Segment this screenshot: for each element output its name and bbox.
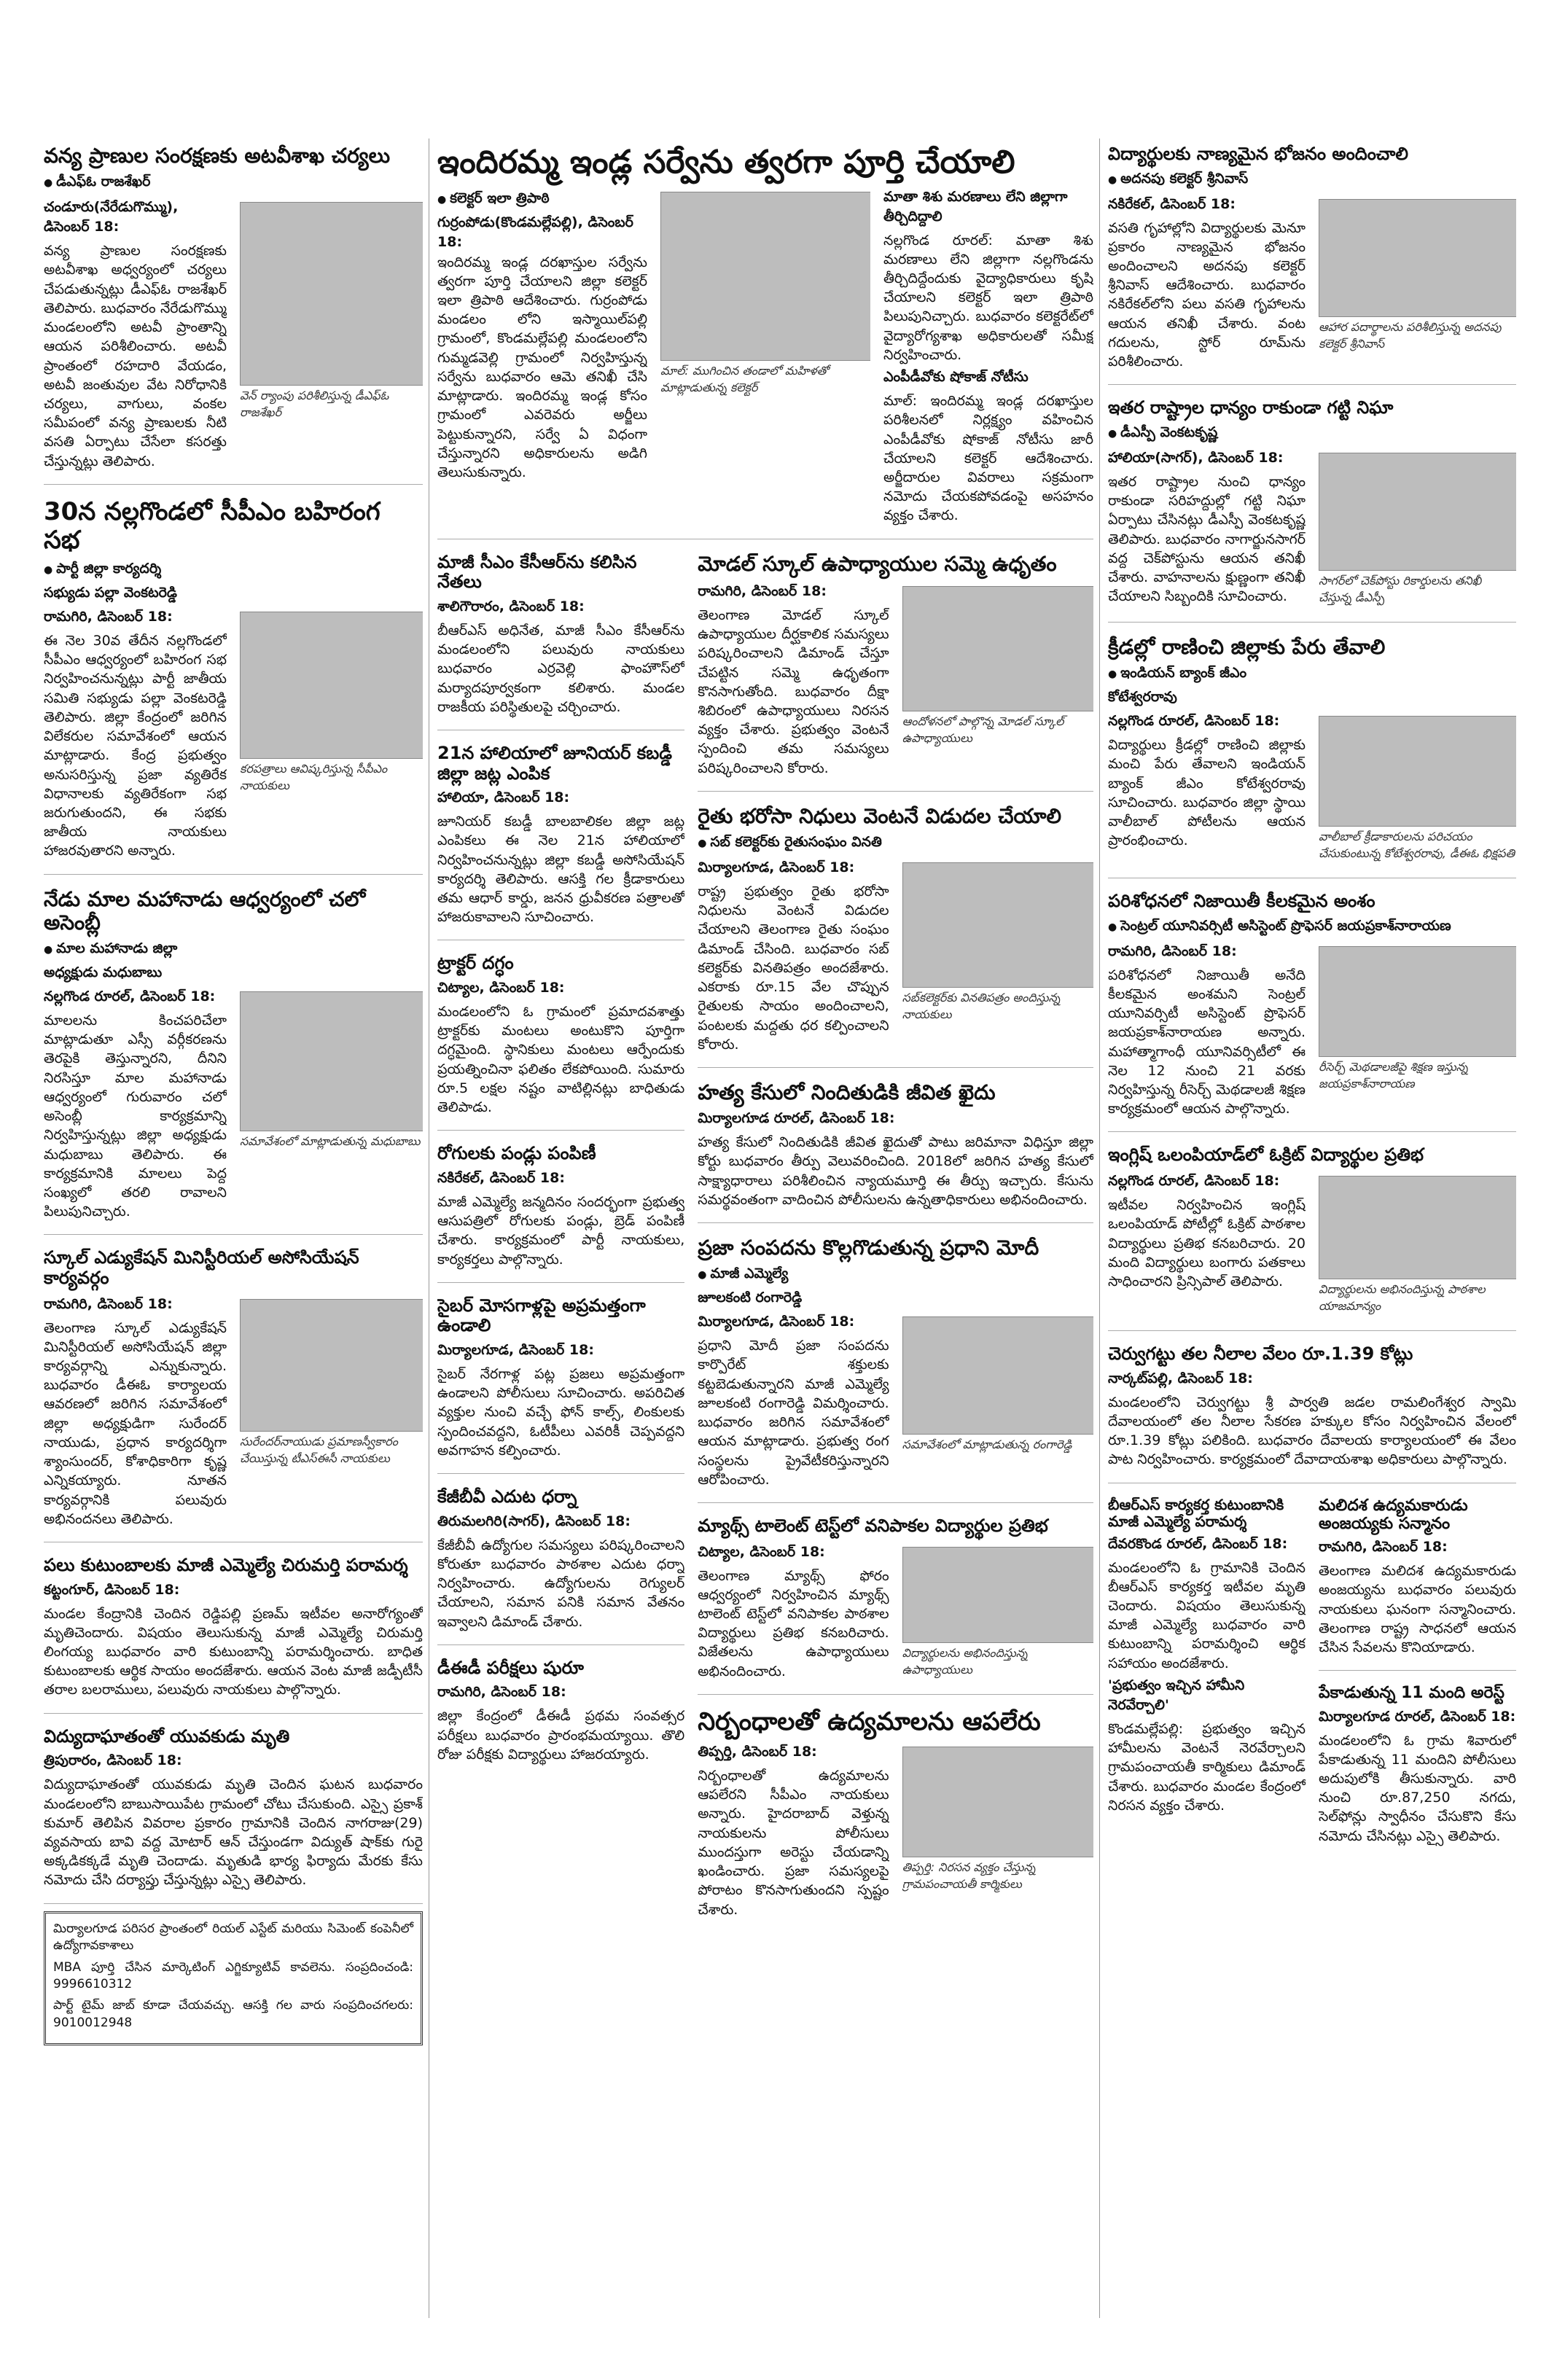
left-column xyxy=(44,138,423,2318)
headline: నేడు మాల మహానాడు ఆధ్వర్యంలో చలో అసెంబ్లీ xyxy=(44,886,366,935)
lead-headline: ఇందిరమ్మ ఇండ్ల సర్వేను త్వరగా పూర్తి చేయాలి xyxy=(437,144,1015,181)
story-body: హత్య కేసులో నిందితుడికి జీవిత ఖైదుతో పాటు జరిమానా విధిస్తూ జిల్లా కోర్టు బుధవారం తీర్పు వెలువరించింది. 2018లో జరిగిన హత్య కేసులో సాక్ష్యాధారాలు పరిశీలించిన న్యాయమూర్తి ఈ తీర్పు ఇచ్చారు. కేసును సమర్థవంతంగా వాదించిన పోలీసులను ఉన్నతాధికారులు అభినందించారు. xyxy=(698,1134,1093,1208)
tractor-story xyxy=(437,948,684,1131)
headline: ట్రాక్టర్ దగ్ధం xyxy=(437,953,514,974)
story-photo xyxy=(1319,946,1516,1057)
dateline: శాలిగౌరారం, డిసెంబర్ 18: xyxy=(437,598,585,614)
story-body: తెలంగాణ మోడల్ స్కూల్ ఉపాధ్యాయుల దీర్ఘకాలిక సమస్యలు పరిష్కరించాలని డిమాండ్ చేస్తూ చేపట్టిన సమ్మె ఉధృతంగా కొనసాగుతోంది. బుధవారం దీక్షా శిబిరంలో ఉపాధ్యాయులు నిరసన వ్యక్తం చేశారు. ప్రభుత్వం వెంటనే స్పందించి తమ సమస్యలు పరిష్కరించాలని కోరారు. xyxy=(698,606,889,776)
byline: ● ఇండియన్ బ్యాంక్ జీఎం xyxy=(1108,665,1516,684)
story-photo xyxy=(1319,1176,1516,1279)
dateline: గుర్రంపోడు(కొండమల్లేపల్లి), డిసెంబర్ 18: xyxy=(437,214,633,250)
headline: స్కూల్ ఎడ్యుకేషన్ మినిస్టీరియల్ అసోసియేషన్ కార్యవర్గం xyxy=(44,1247,359,1288)
sub-byline: కోటేశ్వరరావు xyxy=(1108,689,1177,706)
headline: చెర్వుగట్టు తల నీలాల వేలం రూ.1.39 కోట్లు xyxy=(1108,1343,1413,1365)
byline: ● సబ్ కలెక్టర్‌కు రైతుసంఘం వినతి xyxy=(698,834,1093,854)
byline: ● అదనపు కలెక్టర్ శ్రీనివాస్ xyxy=(1108,171,1516,190)
story-body: ఈ నెల 30వ తేదీన నల్లగొండలో సీపీఎం ఆధ్వర్యంలో బహిరంగ సభ నిర్వహించనున్నట్లు పార్టీ జాతీయ సమితి సభ్యుడు పల్లా వెంకటరెడ్డి తెలిపారు. జిల్లా కేంద్రంలో జరిగిన విలేకరుల సమావేశంలో ఆయన మాట్లాడారు. కేంద్ర ప్రభుత్వం అనుసరిస్తున్న ప్రజా వ్యతిరేక విధానాలకు వ్యతిరేకంగా సభ జరుగుతుందని, ఈ సభకు జాతీయ నాయకులు హాజరవుతారని అన్నారు. xyxy=(44,633,227,859)
headline: రోగులకు పండ్లు పంపిణీ xyxy=(437,1143,596,1164)
movements-story xyxy=(698,1702,1093,1932)
story-body: తెలంగాణ మ్యాథ్స్ ఫోరం ఆధ్వర్యంలో నిర్వహించిన మ్యాథ్స్ టాలెంట్ టెస్ట్‌లో వనిపాకల పాఠశాల విద్యార్థులు ప్రతిభ కనబరిచారు. విజేతలను ఉపాధ్యాయులు అభినందించారు. xyxy=(698,1567,889,1679)
story-body: ఇతర రాష్ట్రాల నుంచి ధాన్యం రాకుండా సరిహద్దుల్లో గట్టి నిఘా ఏర్పాటు చేసినట్లు డీఎస్పీ వెంకటకృష్ణ తెలిపారు. బుధవారం నాగార్జునసాగర్ వద్ద చెక్‌పోస్టును ఆయన తనిఖీ చేశారు. వాహనాలను క్షుణ్ణంగా తనిఖీ చేయాలని సిబ్బందికి సూచించారు. xyxy=(1108,473,1306,605)
gambling-arrest-story xyxy=(1319,1678,1516,1859)
sub-byline: సభ్యుడు పల్లా వెంకటరెడ్డి xyxy=(44,585,177,601)
story-body: పరిశోధనలో నిజాయితీ అనేది కీలకమైన అంశమని సెంట్రల్ యూనివర్సిటీ అసిస్టెంట్ ప్రొఫెసర్ జయప్రకాశ్‌నారాయణ అన్నారు. మహాత్మాగాంధీ యూనివర్సిటీలో ఈ నెల 12 నుంచి 21 వరకు నిర్వహిస్తున్న రీసెర్చ్ మెథడాలజీ శిక్షణ కార్యక్రమంలో ఆయన పాల్గొన్నారు. xyxy=(1108,967,1306,1117)
model-school-story xyxy=(698,547,1093,792)
story-photo xyxy=(240,1299,423,1432)
dateline: చిట్యాల, డిసెంబర్ 18: xyxy=(437,980,565,996)
sidebar-body: నల్లగొండ రూరల్: మాతా శిశు మరణాలు లేని జిల్లాగా నల్లగొండను తీర్చిదిద్దేందుకు వైద్యాధికారులు కృషి చేయాలని కలెక్టర్ ఇలా త్రిపాఠి పిలుపునిచ్చారు. బుధవారం కలెక్టరేట్‌లో వైద్యారోగ్యశాఖ అధికారులతో సమీక్ష నిర్వహించారు. xyxy=(883,232,1093,363)
research-story xyxy=(1108,886,1516,1132)
brs-worker-story xyxy=(1108,1491,1306,1828)
murder-verdict-story xyxy=(698,1075,1093,1223)
kgbv-story xyxy=(437,1481,684,1645)
story-body: మండల కేంద్రానికి చెందిన రెడ్డిపల్లి ప్రణమ్ ఇటీవల అనారోగ్యంతో మృతిచెందారు. విషయం తెలుసుకున్న మాజీ ఎమ్మెల్యే చిరుమర్తి లింగయ్య బుధవారం వారి కుటుంబాన్ని పరామర్శించారు. బాధిత కుటుంబాలకు ఆర్థిక సాయం అందజేశారు. ఆయన వెంట మాజీ జడ్పీటీసీ తరాల బలరాములు, పలువురు నాయకులు పాల్గొన్నారు. xyxy=(44,1605,423,1698)
headline: పలు కుటుంబాలకు మాజీ ఎమ్మెల్యే చిరుమర్తి పరామర్శ xyxy=(44,1555,408,1575)
dateline: హాలియా(సాగర్), డిసెంబర్ 18: xyxy=(1108,449,1284,466)
dateline: కట్టంగూర్, డిసెంబర్ 18: xyxy=(44,1581,180,1598)
sub-title: 'ప్రభుత్వం ఇచ్చిన హామీని నెరవేర్చాలి' xyxy=(1108,1677,1245,1713)
sub-byline: అధ్యక్షుడు మధుబాబు xyxy=(44,964,163,980)
story-body: వసతి గృహాల్లోని విద్యార్థులకు మెనూ ప్రకారం నాణ్యమైన భోజనం అందించాలని అదనపు కలెక్టర్ శ్రీనివాస్ ఆదేశించారు. బుధవారం నకిరేకల్‌లోని పలు వసతి గృహాలను ఆయన తనిఖీ చేశారు. వంట గదులను, స్టోర్ రూమ్‌ను పరిశీలించారు. xyxy=(1108,219,1306,370)
lead-story xyxy=(437,138,1093,539)
kabaddi-story xyxy=(437,738,684,941)
byline: ● మాజీ ఎమ్మెల్యే xyxy=(698,1265,1093,1285)
cpm-meeting-story xyxy=(44,492,423,875)
dateline: నల్లగొండ రూరల్, డిసెంబర్ 18: xyxy=(1108,713,1280,730)
story-body: మండలంలోని ఓ గ్రామ శివారులో పేకాడుతున్న 11 మందిని పోలీసులు అదుపులోకి తీసుకున్నారు. వారి నుంచి రూ.87,250 నగదు, సెల్‌ఫోన్లు స్వాధీనం చేసుకొని కేసు నమోదు చేసినట్లు ఎస్సై తెలిపారు. xyxy=(1319,1732,1516,1844)
photo-caption: ఆందోళనలో పాల్గొన్న మోడల్ స్కూల్ ఉపాధ్యాయులు xyxy=(902,714,1064,745)
headline: పరిశోధనలో నిజాయితీ కీలకమైన అంశం xyxy=(1108,891,1375,912)
story-body: మండలంలోని చెర్వుగట్టు శ్రీ పార్వతి జడల రామలింగేశ్వర స్వామి దేవాలయంలో తల నీలాల సేకరణ హక్కుల కోసం నిర్వహించిన వేలంలో రూ.1.39 కోట్లు పలికింది. బుధవారం దేవాలయ కార్యాలయంలో ఈ వేలం పాట నిర్వహించారు. కార్యక్రమంలో దేవాదాయశాఖ అధికారులు పాల్గొన్నారు. xyxy=(1108,1394,1516,1468)
story-body: ఇందిరమ్మ ఇండ్ల దరఖాస్తుల సర్వేను త్వరగా పూర్తి చేయాలని జిల్లా కలెక్టర్ ఇలా త్రిపాఠి ఆదేశించారు. గుర్రంపోడు మండలం లోని ఇస్మాయిల్‌పల్లి గ్రామంలో, కొండమల్లేపల్లి మండలంలోని గుమ్మడవెల్లి గ్రామంలో నిర్వహిస్తున్న సర్వేను బుధవారం ఆమె తనిఖీ చేసి మాట్లాడారు. ఇందిరమ్మ ఇండ్ల కోసం గ్రామంలో ఎవరెవరు అర్జీలు పెట్టుకున్నారని, సర్వే ఏ విధంగా చేస్తున్నారని అధికారులను అడిగి తెలుసుకున్నారు. xyxy=(437,254,647,480)
story-photo xyxy=(240,202,423,386)
electrocution-story xyxy=(44,1721,423,1904)
photo-caption: వెన్ ర్యాంపు పరిశీలిస్తున్న డీఎఫ్‌ఓ రాజశేఖర్ xyxy=(240,389,389,420)
photo-caption: కరపత్రాలు ఆవిష్కరిస్తున్న సీపీఎం నాయకులు xyxy=(240,762,388,792)
sidebar-title: మాతా శిశు మరణాలు లేని జిల్లాగా తీర్చిదిద్దాలి xyxy=(883,188,1068,225)
dateline: దేవరకొండ రూరల్, డిసెంబర్ 18: xyxy=(1108,1535,1288,1552)
byline: ● మాల మహానాడు జిల్లా xyxy=(44,940,423,960)
dateline: హాలియా, డిసెంబర్ 18: xyxy=(437,789,570,806)
dateline: చండూరు(నేరేడుగొమ్ము), డిసెంబర్ 18: xyxy=(44,199,179,235)
headline: డీఈడీ పరీక్షలు షురూ xyxy=(437,1657,584,1678)
dateline: త్రిపురారం, డిసెంబర్ 18: xyxy=(44,1752,182,1769)
photo-caption: సురేందర్‌నాయుడు ప్రమాణస్వీకారం చేయిస్తున్న టీఎస్ఈసీ నాయకులు xyxy=(240,1434,398,1465)
ad-line: MBA పూర్తి చేసిన మార్కెటింగ్ ఎగ్జిక్యూటివ్ కావలెను. సంప్రదించండి: 9996610312 xyxy=(53,1959,413,1991)
headline: ఇంగ్లిష్ ఒలంపియాడ్‌లో ఓక్రిట్ విద్యార్థుల ప్రతిభ xyxy=(1108,1144,1424,1166)
story-body: నిర్బంధాలతో ఉద్యమాలను ఆపలేరని సీపీఎం నాయకులు అన్నారు. హైదరాబాద్ వెళ్తున్న నాయకులను పోలీసులు ముందస్తుగా అరెస్టు చేయడాన్ని ఖండించారు. ప్రజా సమస్యలపై పోరాటం కొనసాగుతుందని స్పష్టం చేశారు. xyxy=(698,1767,889,1918)
notice-body: మాల్: ఇందిరమ్మ ఇండ్ల దరఖాస్తుల పరిశీలనలో నిర్లక్ష్యం వహించిన ఎంపీడీవోకు షోకాజ్ నోటీసు జారీ చేయాలని కలెక్టర్ ఆదేశించారు. అర్జీదారుల వివరాలు సక్రమంగా నమోదు చేయకపోవడంపై అసహనం వ్యక్తం చేశారు. xyxy=(883,393,1093,524)
story-photo xyxy=(902,586,1093,711)
story-body: మాజీ ఎమ్మెల్యే జన్మదినం సందర్భంగా ప్రభుత్వ ఆసుపత్రిలో రోగులకు పండ్లు, బ్రెడ్ పంపిణీ చేశారు. కార్యక్రమంలో పార్టీ నాయకులు, కార్యకర్తలు పాల్గొన్నారు. xyxy=(437,1193,685,1268)
story-body: జిల్లా కేంద్రంలో డీఈడీ ప్రథమ సంవత్సర పరీక్షలు బుధవారం ప్రారంభమయ్యాయి. తొలి రోజు పరీక్షకు విద్యార్థులు హాజరయ్యారు. xyxy=(437,1708,685,1763)
story-body: మండలంలోని ఓ గ్రామానికి చెందిన బీఆర్ఎస్ కార్యకర్త ఇటీవల మృతి చెందారు. విషయం తెలుసుకున్న మాజీ ఎమ్మెల్యే బుధవారం వారి కుటుంబాన్ని పరామర్శించి ఆర్థిక సహాయం అందజేశారు. xyxy=(1108,1559,1306,1671)
center-left-subcolumn xyxy=(437,547,684,1940)
story-photo xyxy=(902,862,1093,988)
maths-talent-story xyxy=(698,1510,1093,1695)
dateline: రామగిరి, డిసెంబర్ 18: xyxy=(1319,1539,1448,1556)
ministerial-association-story xyxy=(44,1242,423,1542)
photo-caption: సమావేశంలో మాట్లాడుతున్న మధుబాబు xyxy=(240,1134,421,1148)
story-body: జూనియర్ కబడ్డీ బాలబాలికల జిల్లా జట్ల ఎంపికలు ఈ నెల 21న హాలియాలో నిర్వహించనున్నట్లు జిల్లా కబడ్డీ అసోసియేషన్ కార్యదర్శి తెలిపారు. ఆసక్తి గల క్రీడాకారులు తమ ఆధార్ కార్డు, జనన ధ్రువీకరణ పత్రాలతో హాజరుకావాలని సూచించారు. xyxy=(437,814,685,926)
photo-caption: వాలీబాల్ క్రీడాకారులను పరిచయం చేసుకుంటున్న కోటేశ్వరరావు, డీఈఓ భిక్షపతి xyxy=(1319,830,1515,861)
felicitation-story xyxy=(1319,1491,1516,1671)
headline: మాజీ సీఎం కేసీఆర్‌ను కలిసిన నేతలు xyxy=(437,551,637,593)
dateline: నల్లగొండ రూరల్, డిసెంబర్ 18: xyxy=(1108,1173,1280,1190)
headline: హత్య కేసులో నిందితుడికి జీవిత ఖైదు xyxy=(698,1080,996,1104)
story-photo xyxy=(902,1547,1093,1643)
dateline: నకిరేకల్, డిసెంబర్ 18: xyxy=(437,1169,565,1186)
cyber-story xyxy=(437,1290,684,1474)
headline: వన్య ప్రాణుల సంరక్షణకు అటవీశాఖ చర్యలు xyxy=(44,144,391,168)
classified-ad xyxy=(44,1911,423,2046)
photo-caption: తిప్పర్తి: నిరసన వ్యక్తం చేస్తున్న గ్రామపంచాయతీ కార్మికులు xyxy=(902,1860,1036,1891)
story-body: కేజీబీవీ ఉద్యోగుల సమస్యలు పరిష్కరించాలని కోరుతూ బుధవారం పాఠశాల ఎదుట ధర్నా నిర్వహించారు. ఉద్యోగులను రెగ్యులర్ చేయాలని, సమాన పనికి సమాన వేతనం ఇవ్వాలని డిమాండ్ చేశారు. xyxy=(437,1537,685,1630)
story-body: తెలంగాణ స్కూల్ ఎడ్యుకేషన్ మినిస్టీరియల్ అసోసియేషన్ జిల్లా కార్యవర్గాన్ని ఎన్నుకున్నారు. బుధవారం డీఈఓ కార్యాలయ ఆవరణలో జరిగిన సమావేశంలో జిల్లా అధ్యక్షుడిగా సురేందర్ నాయుడు, ప్రధాన కార్యదర్శిగా శ్యాంసుందర్, కోశాధికారిగా కృష్ణ ఎన్నికయ్యారు. నూతన కార్యవర్గానికి పలువురు అభినందనలు తెలిపారు. xyxy=(44,1319,227,1527)
headline: 21న హాలియాలో జూనియర్ కబడ్డీ జిల్లా జట్ల ఎంపిక xyxy=(437,742,672,784)
story-photo xyxy=(1319,453,1516,571)
center-right-subcolumn xyxy=(698,547,1093,1940)
forest-wildlife-story xyxy=(44,138,423,485)
dateline: మిర్యాలగూడ, డిసెంబర్ 18: xyxy=(698,859,855,875)
dateline: రామగిరి, డిసెంబర్ 18: xyxy=(698,582,827,599)
right-column xyxy=(1108,138,1516,2318)
photo-caption: సమావేశంలో మాట్లాడుతున్న రంగారెడ్డి xyxy=(902,1437,1072,1452)
photo-caption: విద్యార్థులను అభినందిస్తున్న ఉపాధ్యాయులు xyxy=(902,1645,1028,1677)
center-column xyxy=(437,138,1093,2318)
headline: బీఆర్ఎస్ కార్యకర్త కుటుంబానికి మాజీ ఎమ్మెల్యే పరామర్శ xyxy=(1108,1495,1284,1530)
photo-caption: సాగర్‌లో చెక్‌పోస్టు రికార్డులను తనిఖీ చేస్తున్న డీఎస్పీ xyxy=(1319,573,1482,604)
dateline: తిరుమలగిరి(సాగర్), డిసెంబర్ 18: xyxy=(437,1513,631,1529)
headline: మ్యాథ్స్ టాలెంట్ టెస్ట్‌లో వనిపాకల విద్యార్థుల ప్రతిభ xyxy=(698,1515,1048,1536)
photo-caption: రీసెర్చ్ మెథడాలజీపై శిక్షణ ఇస్తున్న జయప్రకాశ్‌నారాయణ xyxy=(1319,1059,1468,1090)
mala-mahanadu-story xyxy=(44,882,423,1236)
story-photo xyxy=(240,612,423,759)
rythu-bharosa-story xyxy=(698,799,1093,1068)
column-divider xyxy=(1099,138,1100,2318)
fruits-story xyxy=(437,1138,684,1282)
notice-title: ఎంపీడీవోకు షోకాజ్ నోటీసు xyxy=(883,369,1029,386)
ad-line: పార్ట్ టైమ్ జాబ్ కూడా చేయవచ్చు. ఆసక్తి గల వారు సంప్రదించగలరు: 9010012948 xyxy=(53,1998,413,2030)
dateline: రామగిరి, డిసెంబర్ 18: xyxy=(1108,943,1237,959)
dateline: చిట్యాల, డిసెంబర్ 18: xyxy=(698,1543,825,1560)
dateline: మిర్యాలగూడ రూరల్, డిసెంబర్ 18: xyxy=(1319,1708,1516,1725)
sports-story xyxy=(1108,630,1516,878)
olympiad-story xyxy=(1108,1139,1516,1331)
headline: కేజీబీవీ ఎదుట ధర్నా xyxy=(437,1486,577,1507)
story-body: తెలంగాణ మలిదశ ఉద్యమకారుడు అంజయ్యను బుధవారం పలువురు నాయకులు ఘనంగా సన్మానించారు. తెలంగాణ రాష్ట్ర సాధనలో ఆయన చేసిన సేవలను కొనియాడారు. xyxy=(1319,1563,1516,1655)
story-body: విద్యుదాఘాతంతో యువకుడు మృతి చెందిన ఘటన బుధవారం మండలంలోని బాబుసాయిపేట గ్రామంలో చోటు చేసుకుంది. ఎస్సై ప్రకాశ్ కుమార్ తెలిపిన వివరాల ప్రకారం గ్రామానికి చెందిన నాగరాజు(29) వ్యవసాయ బావి వద్ద మోటార్ ఆన్ చేస్తుండగా విద్యుత్ షాక్‌కు గురై అక్కడికక్కడే మృతి చెందాడు. మృతుడి భార్య ఫిర్యాదు మేరకు కేసు నమోదు చేసి దర్యాప్తు చేస్తున్నట్లు ఎస్సై తెలిపారు. xyxy=(44,1776,423,1889)
photo-caption: సబ్‌కలెక్టర్‌కు వినతిపత్రం అందిస్తున్న నాయకులు xyxy=(902,991,1061,1021)
byline: ● సెంట్రల్ యూనివర్సిటీ అసిస్టెంట్ ప్రొఫెసర్ జయప్రకాశ్‌నారాయణ xyxy=(1108,918,1516,937)
story-body: సైబర్ నేరగాళ్ల పట్ల ప్రజలు అప్రమత్తంగా ఉండాలని పోలీసులు సూచించారు. అపరిచిత వ్యక్తుల నుంచి వచ్చే ఫోన్ కాల్స్, లింకులకు స్పందించవద్దని, ఓటీపీలు ఎవరికీ చెప్పవద్దని అవగాహన కల్పించారు. xyxy=(437,1366,685,1459)
hostel-food-story xyxy=(1108,138,1516,385)
story-body: రాష్ట్ర ప్రభుత్వం రైతు భరోసా నిధులను వెంటనే విడుదల చేయాలని తెలంగాణ రైతు సంఘం డిమాండ్ చేసింది. బుధవారం సబ్ కలెక్టర్‌కు వినతిపత్రం అందజేశారు. ఎకరాకు రూ.15 వేల చొప్పున రైతులకు సాయం అందించాలని, పంటలకు మద్దతు ధర కల్పించాలని కోరారు. xyxy=(698,883,889,1053)
dateline: తిప్పర్తి, డిసెంబర్ 18: xyxy=(698,1743,817,1760)
byline: ● డీఎస్పీ వెంకటకృష్ణ xyxy=(1108,424,1516,444)
cheruvugattu-story xyxy=(1108,1338,1516,1483)
headline: నిర్బంధాలతో ఉద్యమాలను ఆపలేరు xyxy=(698,1706,1041,1736)
headline: రైతు భరోసా నిధులు వెంటనే విడుదల చేయాలి xyxy=(698,803,1062,828)
headline: విద్యార్థులకు నాణ్యమైన భోజనం అందించాలి xyxy=(1108,144,1408,164)
byline: ● కలెక్టర్ ఇలా త్రిపాఠి xyxy=(437,190,647,210)
story-body: ఇటీవల నిర్వహించిన ఇంగ్లిష్ ఒలంపియాడ్ పోటీల్లో ఓక్రిట్ పాఠశాల విద్యార్థులు ప్రతిభ కనబరిచారు. 20 మంది విద్యార్థులు బంగారు పతకాలు సాధించారని ప్రిన్సిపాల్ తెలిపారు. xyxy=(1108,1197,1306,1290)
grain-check-story xyxy=(1108,392,1516,623)
photo-caption: విద్యార్థులను అభినందిస్తున్న పాఠశాల యాజమాన్యం xyxy=(1319,1282,1486,1314)
deed-exam-story xyxy=(437,1653,684,1777)
headline: ప్రజా సంపదను కొల్లగొడుతున్న ప్రధాని మోదీ xyxy=(698,1236,1039,1260)
chirumarthi-story xyxy=(44,1550,423,1714)
headline: పేకాడుతున్న 11 మంది అరెస్ట్ xyxy=(1319,1684,1505,1703)
story-photo xyxy=(1319,716,1516,827)
dateline: రామగిరి, డిసెంబర్ 18: xyxy=(44,1295,173,1312)
headline: మోడల్ స్కూల్ ఉపాధ్యాయుల సమ్మె ఉధృతం xyxy=(698,551,1057,576)
photo-caption: ఆహార పదార్థాలను పరిశీలిస్తున్న అదనపు కలెక్టర్ శ్రీనివాస్ xyxy=(1319,319,1502,351)
story-photo xyxy=(240,991,423,1131)
kcr-story xyxy=(437,547,684,730)
lead-photo xyxy=(660,192,870,361)
story-body: మండలంలోని ఓ గ్రామంలో ప్రమాదవశాత్తు ట్రాక్టర్‌కు మంటలు అంటుకొని పూర్తిగా దగ్ధమైంది. స్థానికులు మంటలు ఆర్పేందుకు ప్రయత్నించినా ఫలితం లేకపోయింది. సుమారు రూ.5 లక్షల నష్టం వాటిల్లినట్లు బాధితుడు తెలిపాడు. xyxy=(437,1004,685,1116)
sub-byline: జూలకంటి రంగారెడ్డి xyxy=(698,1290,803,1306)
story-body: మాలలను కించపరిచేలా మాట్లాడుతూ ఎస్సీ వర్గీకరణను తెరపైకి తెస్తున్నారని, దీనిని నిరసిస్తూ మాల మహానాడు ఆధ్వర్యంలో గురువారం చలో అసెంబ్లీ కార్యక్రమాన్ని నిర్వహిస్తున్నట్లు జిల్లా అధ్యక్షుడు మధుబాబు తెలిపారు. ఈ కార్యక్రమానికి మాలలు పెద్ద సంఖ్యలో తరలి రావాలని పిలుపునిచ్చారు. xyxy=(44,1013,227,1220)
headline: మలిదశ ఉద్యమకారుడు అంజయ్యకు సన్మానం xyxy=(1319,1496,1468,1533)
dateline: మిర్యాలగూడ, డిసెంబర్ 18: xyxy=(437,1342,594,1358)
dateline: మిర్యాలగూడ రూరల్, డిసెంబర్ 18: xyxy=(698,1110,895,1127)
ad-line: మిర్యాలగూడ పరిసర ప్రాంతంలో రియల్ ఎస్టేట్ మరియు సిమెంట్ కంపెనీలో ఉద్యోగావకాశాలు xyxy=(53,1921,413,1954)
dateline: నకిరేకల్, డిసెంబర్ 18: xyxy=(1108,195,1236,212)
dateline: నార్కట్‌పల్లి, డిసెంబర్ 18: xyxy=(1108,1370,1253,1386)
headline: 30న నల్లగొండలో సీపీఎం బహిరంగ సభ xyxy=(44,496,381,555)
story-photo xyxy=(902,1316,1093,1435)
headline: క్రీడల్లో రాణించి జిల్లాకు పేరు తేవాలి xyxy=(1108,634,1386,659)
story-photo xyxy=(902,1747,1093,1857)
story-body: బీఆర్ఎస్ అధినేత, మాజీ సీఎం కేసీఆర్‌ను మండలంలోని పలువురు నాయకులు బుధవారం ఎర్రవెల్లి ఫాంహౌస్‌లో మర్యాదపూర్వకంగా కలిశారు. మండల రాజకీయ పరిస్థితులపై చర్చించారు. xyxy=(437,622,685,715)
dateline: నల్లగొండ రూరల్, డిసెంబర్ 18: xyxy=(44,988,216,1004)
byline: ● పార్టీ జిల్లా కార్యదర్శి xyxy=(44,561,423,580)
headline: ఇతర రాష్ట్రాల ధాన్యం రాకుండా గట్టి నిఘా xyxy=(1108,397,1394,418)
dateline: రామగిరి, డిసెంబర్ 18: xyxy=(437,1684,566,1701)
story-body: వన్య ప్రాణుల సంరక్షణకు అటవీశాఖ అధ్వర్యంలో చర్యలు చేపడుతున్నట్లు డీఎఫ్‌ఓ రాజశేఖర్ తెలిపారు. బుధవారం నేరేడుగొమ్ము మండలంలోని అటవీ ప్రాంతాన్ని ఆయన పరిశీలించారు. అటవీ ప్రాంతంలో రహదారి వేయడం, అటవీ జంతువుల వేట నిరోధానికి చర్యలు, వాగులు, వంకల సమీపంలో వన్య ప్రాణులకు నీటి వసతి ఏర్పాటు చేసేలా కసరత్తు చేస్తున్నట్లు తెలిపారు. xyxy=(44,243,227,469)
story-body: విద్యార్థులు క్రీడల్లో రాణించి జిల్లాకు మంచి పేరు తేవాలని ఇండియన్ బ్యాంక్ జీఎం కోటేశ్వరరావు సూచించారు. బుధవారం జిల్లా స్థాయి వాలీబాల్ పోటీలను ఆయన ప్రారంభించారు. xyxy=(1108,737,1306,849)
sub-body: కొండమల్లేపల్లి: ప్రభుత్వం ఇచ్చిన హామీలను వెంటనే నెరవేర్చాలని గ్రామపంచాయతీ కార్మికులు డిమాండ్ చేశారు. బుధవారం మండల కేంద్రంలో నిరసన వ్యక్తం చేశారు. xyxy=(1108,1720,1306,1814)
headline: సైబర్ మోసగాళ్లపై అప్రమత్తంగా ఉండాలి xyxy=(437,1295,646,1336)
story-body: ప్రధాని మోదీ ప్రజా సంపదను కార్పొరేట్ శక్తులకు కట్టబెడుతున్నారని మాజీ ఎమ్మెల్యే జూలకంటి రంగారెడ్డి విమర్శించారు. బుధవారం జరిగిన సమావేశంలో ఆయన మాట్లాడారు. ప్రభుత్వ రంగ సంస్థలను ప్రైవేటీకరిస్తున్నారని ఆరోపించారు. xyxy=(698,1338,889,1488)
story-photo xyxy=(1319,199,1516,317)
headline: విద్యుదాఘాతంతో యువకుడు మృతి xyxy=(44,1725,290,1747)
byline: ● డీఎఫ్‌ఓ రాజశేఖర్ xyxy=(44,173,423,193)
modi-criticism-story xyxy=(698,1230,1093,1503)
dateline: మిర్యాలగూడ, డిసెంబర్ 18: xyxy=(698,1314,855,1330)
photo-caption: మాల్‌: ముగించిన తండాలో మహిళతో మాట్లాడుతున్న కలెక్టర్ xyxy=(660,363,829,394)
dateline: రామగిరి, డిసెంబర్ 18: xyxy=(44,609,173,625)
